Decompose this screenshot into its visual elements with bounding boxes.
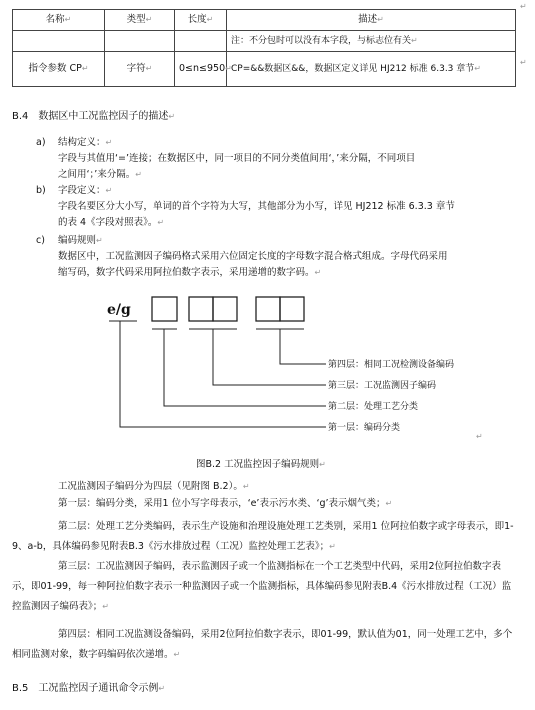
section-heading-b4: B.4 数据区中工况监控因子的描述↵: [12, 111, 176, 122]
list-marker: a): [36, 137, 46, 148]
code-box-layer4a: [256, 297, 280, 321]
column-header-description: 描述↵: [227, 10, 516, 31]
list-item-text: 字段名要区分大小写，单词的首个字符为大写，其他部分为小写，详见 HJ212 标准 6.3.3 章节: [58, 201, 455, 212]
table-row: [13, 52, 516, 87]
list-marker: b): [36, 185, 46, 196]
table-cell: 字符↵: [105, 52, 175, 87]
description-layer1: 第一层：编码分类，采用1 位小写字母表示，‘e’表示污水类、‘g’表示烟气类；↵: [58, 498, 393, 509]
table-cell: [13, 31, 105, 52]
header-label: 描述: [358, 14, 378, 25]
paragraph-mark: ↵: [520, 2, 527, 11]
list-item-heading: 编码规则↵: [58, 235, 103, 246]
description-layer3: 第三层：工况监测因子编码，表示监测因子或一个监测指标在一个工艺类型中代码，采用2位阿拉伯数字表示，即01-99，每一种阿拉伯数字表示一种监测因子或一个监测指标，具体编码参见附表B.4《污水排放过程（工况）监控监测因子编码表》；↵: [12, 561, 512, 612]
cell-text: 注：不分包时可以没有本字段，与标志位有关: [231, 36, 412, 46]
code-box-layer3a: [189, 297, 213, 321]
column-header-length: 长度↵: [175, 10, 227, 31]
header-label: 类型: [126, 14, 146, 25]
list-item-text: 缩写码，数字代码采用阿拉伯数字表示，采用递增的数字码。↵: [58, 267, 322, 278]
cell-text: 0≤n≤950: [179, 63, 226, 74]
description-layer2: 第二层：处理工艺分类编码，表示生产设施和治理设施处理工艺类别，采用1 位阿拉伯数字或字母表示，即1-9、a-b，具体编码参见附表B.3《污水排放过程（工况）监控处理工艺表》；↵: [12, 521, 514, 552]
table-cell: 指令参数 CP↵: [13, 52, 105, 87]
list-item-text: 数据区中，工况监测因子编码格式采用六位固定长度的字母数字混合格式组成。字母代码采用: [58, 251, 448, 262]
field-definition-table: [12, 9, 516, 87]
layer3-label: 第三层：工况监测因子编码: [328, 381, 437, 391]
table-cell: 注：不分包时可以没有本字段，与标志位有关↵: [227, 31, 516, 52]
paragraph-mark: ↵: [520, 58, 527, 67]
section-heading-b5: B.5 工况监控因子通讯命令示例↵: [12, 683, 166, 694]
paragraph-mark: ↵: [476, 432, 483, 441]
table-cell: [175, 31, 227, 52]
list-item-text: 之间用‘；’来分隔。↵: [58, 169, 142, 180]
cell-text: CP=&&数据区&&，数据区定义详见 HJ212 标准 6.3.3 章节: [231, 64, 475, 74]
figure-caption: 图B.2 工况监控因子编码规则↵: [196, 459, 326, 470]
layer2-label: 第二层：处理工艺分类: [328, 402, 419, 412]
code-box-layer3b: [213, 297, 237, 321]
list-item-text: 字段与其值用‘=’连接；在数据区中，同一项目的不同分类值间用‘，’来分隔，不同项目: [58, 153, 416, 164]
cell-text: 指令参数 CP: [28, 63, 82, 74]
list-item-heading: 结构定义：↵: [58, 137, 113, 148]
table-header-row: [13, 10, 516, 31]
table-cell: CP=&&数据区&&，数据区定义详见 HJ212 标准 6.3.3 章节↵: [227, 52, 516, 87]
layer4-label: 第四层：相同工况检测设备编码: [328, 360, 455, 370]
description-layer4: 第四层：相同工况监测设备编码，采用2位阿拉伯数字表示，即01-99，默认值为01，同一处理工艺中，多个相同监测对象，数字码编码依次递增。↵: [12, 629, 513, 660]
code-box-layer2: [152, 297, 177, 321]
column-header-name: 名称↵: [13, 10, 105, 31]
header-label: 名称: [45, 14, 65, 25]
list-item-text: 的表 4《字段对照表》。↵: [58, 217, 165, 228]
list-marker: c): [36, 235, 45, 246]
header-label: 长度: [187, 14, 207, 25]
table-cell: [105, 31, 175, 52]
description-intro: 工况监测因子编码分为四层（见附图 B.2）。↵: [58, 481, 250, 492]
cell-text: 字符: [126, 63, 146, 74]
table-row: [13, 31, 516, 52]
table-cell: 0≤n≤950↵: [175, 52, 227, 87]
layer1-label: 第一层：编码分类: [328, 423, 401, 433]
code-box-layer4b: [280, 297, 304, 321]
coding-rule-diagram: [0, 290, 535, 440]
diagram-prefix: e/g: [107, 302, 131, 318]
column-header-type: 类型↵: [105, 10, 175, 31]
list-item-heading: 字段定义：↵: [58, 185, 113, 196]
